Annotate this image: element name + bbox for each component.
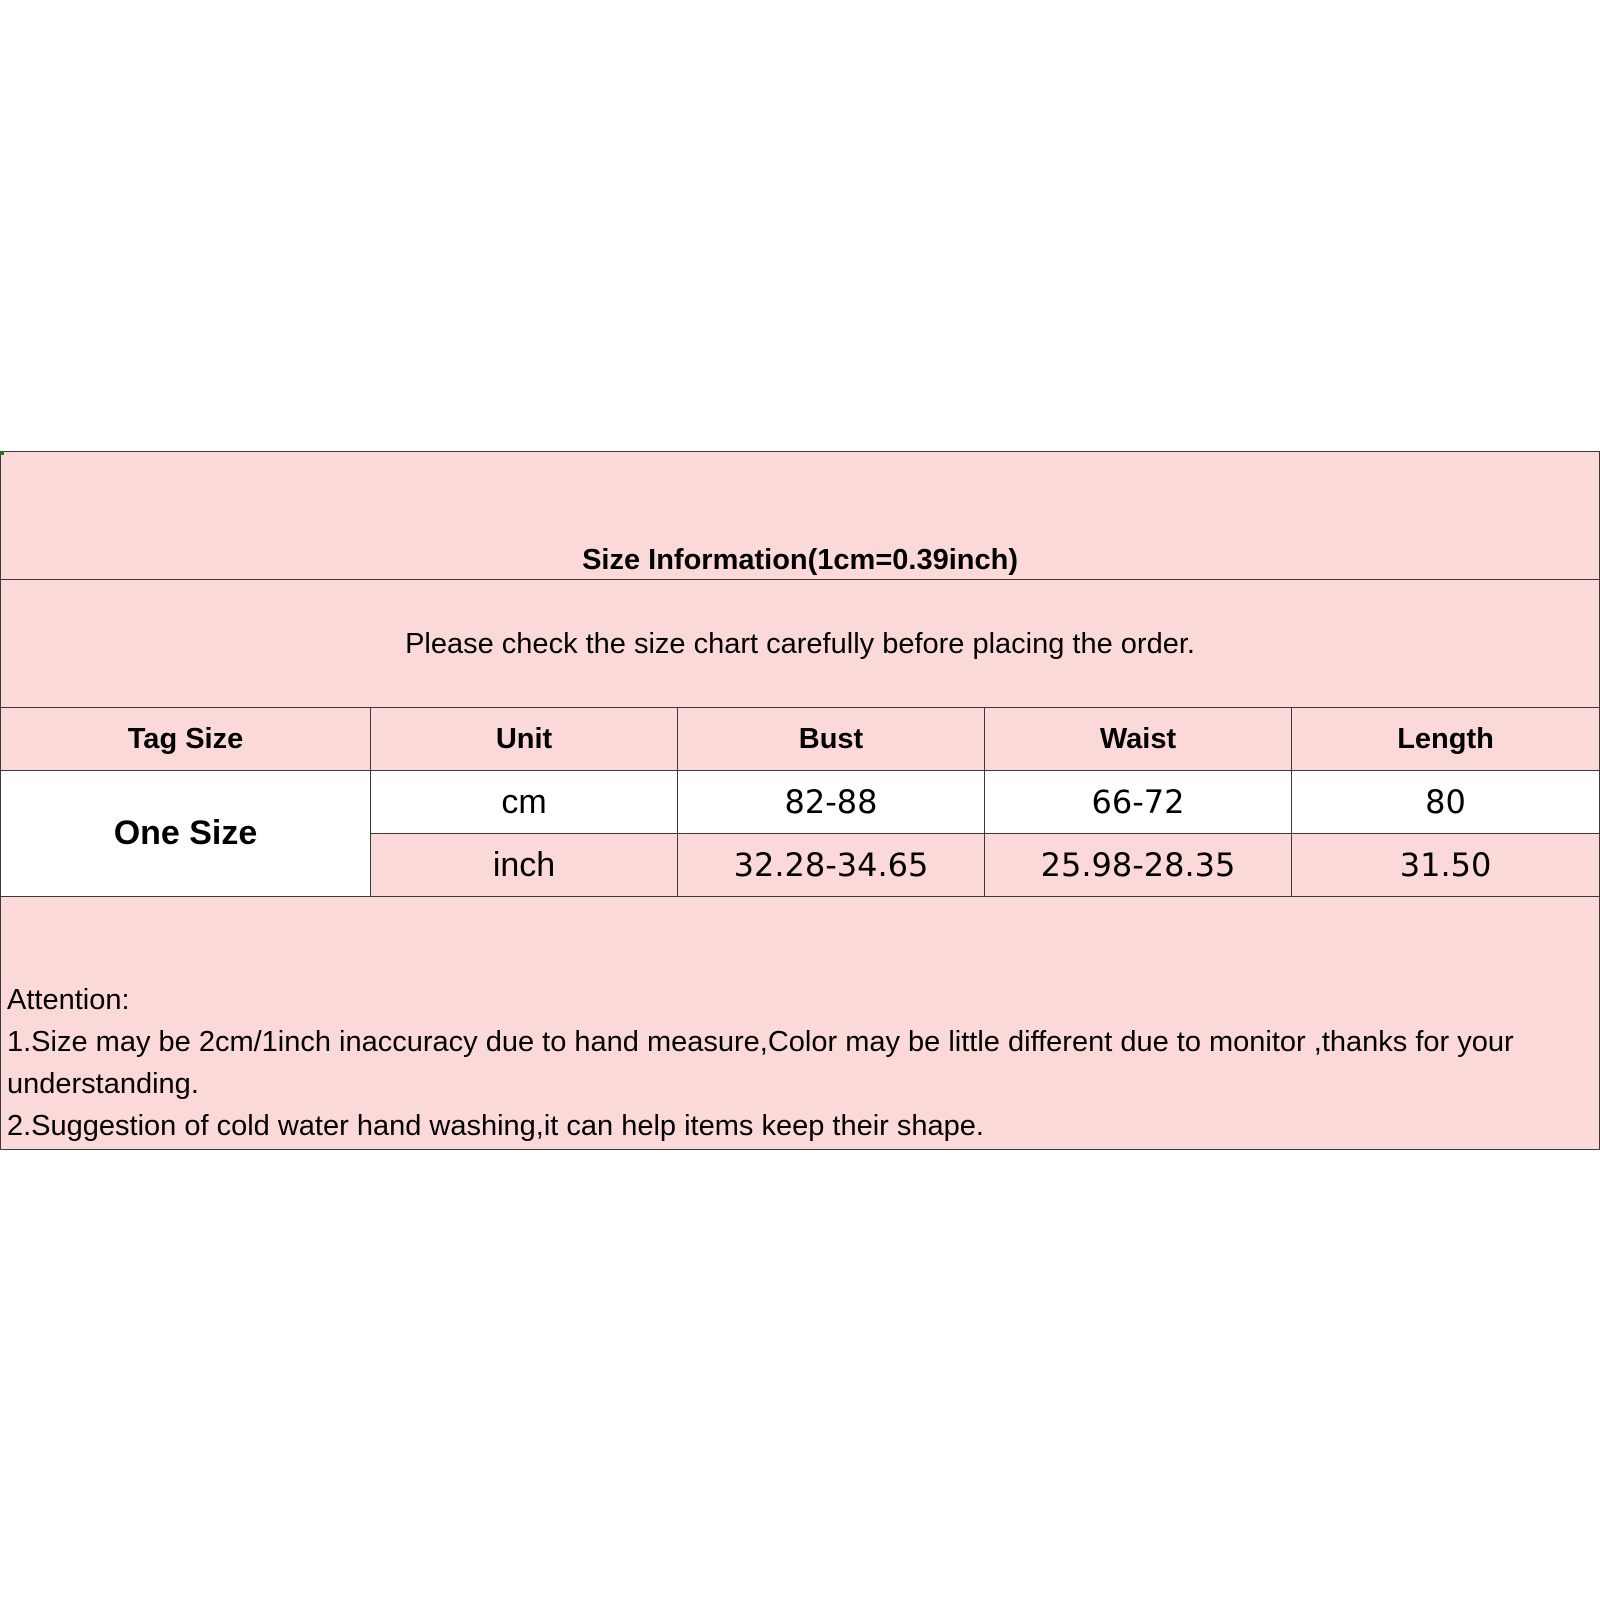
length-inch: 31.50: [1292, 834, 1600, 897]
notice-row: [1, 580, 1600, 708]
table-row: [1, 771, 1600, 834]
corner-marker: [0, 451, 4, 455]
title-row: [1, 452, 1600, 580]
waist-cm: 66-72: [985, 771, 1292, 834]
header-bust: Bust: [678, 708, 985, 771]
waist-inch: 25.98-28.35: [985, 834, 1292, 897]
size-chart-notice: Please check the size chart carefully before placing the order.: [1, 580, 1600, 708]
header-waist: Waist: [985, 708, 1292, 771]
attention-line-2: 2.Suggestion of cold water hand washing,it can help items keep their shape.: [7, 1110, 984, 1142]
attention-notes: [1, 897, 1600, 1150]
bust-inch: 32.28-34.65: [678, 834, 985, 897]
header-unit: Unit: [371, 708, 678, 771]
size-information-title: Size Information(1cm=0.39inch): [1, 452, 1600, 580]
header-tag-size: Tag Size: [1, 708, 371, 771]
attention-heading: Attention:: [7, 984, 130, 1016]
unit-cm: cm: [371, 771, 678, 834]
attention-row: [1, 897, 1600, 1150]
tag-size-value: One Size: [1, 771, 371, 897]
size-chart-table: [0, 451, 1600, 1150]
unit-inch: inch: [371, 834, 678, 897]
header-row: [1, 708, 1600, 771]
attention-line-1: 1.Size may be 2cm/1inch inaccuracy due to hand measure,Color may be little different due to monitor ,thanks for your understanding.: [7, 1026, 1514, 1100]
length-cm: 80: [1292, 771, 1600, 834]
header-length: Length: [1292, 708, 1600, 771]
bust-cm: 82-88: [678, 771, 985, 834]
